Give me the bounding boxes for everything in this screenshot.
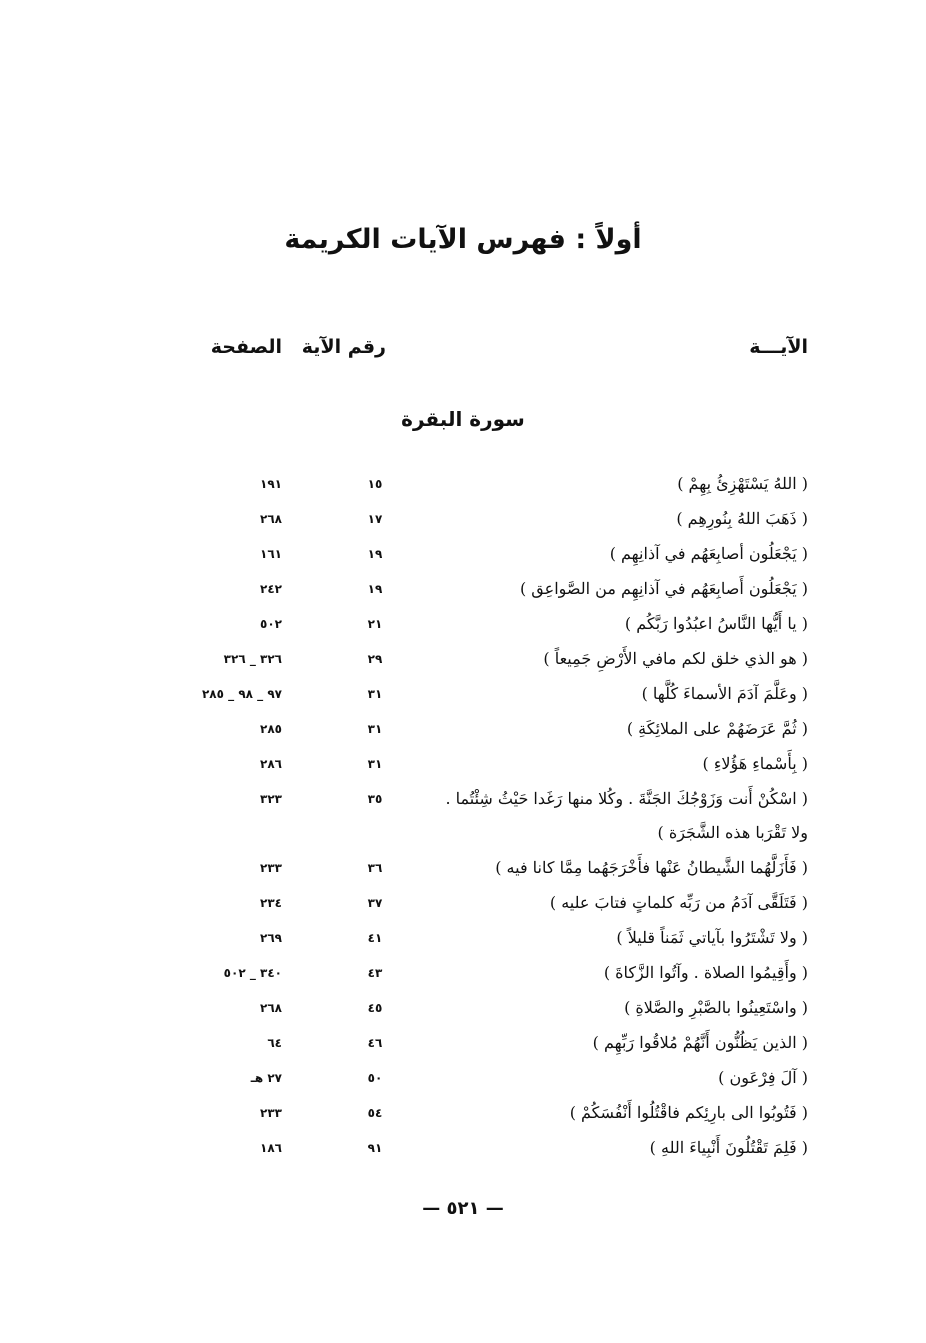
verse-text: ( آلَ فِرْعَون ): [718, 1068, 808, 1087]
verse-text: ( فَتُوبُوا الى بارِئِكم فاقْتُلُوا أَنْفُسَكُمْ ): [569, 1103, 808, 1122]
page-reference: ٢٦٩: [260, 931, 282, 945]
page-reference: ١٨٦: [260, 1141, 282, 1155]
page-title: أولاً : فهرس الآيات الكريمة: [284, 224, 642, 255]
ayah-number: ٣٥: [367, 792, 383, 806]
page-number: — ٥٢١ —: [422, 1198, 504, 1219]
page-reference: ٢٦٨: [260, 1001, 282, 1015]
index-row: [0, 677, 926, 712]
verse-text: ( فَأَزَلَّهُما الشَّيطانُ عَنْها فأَخْرَجَهُما مِمَّا كانا فيه ): [495, 858, 808, 877]
ayah-number: ٣١: [367, 757, 383, 771]
ayah-number: ٥٤: [367, 1106, 383, 1120]
surah-title: سورة البقرة: [401, 407, 525, 431]
page-reference: ٢٧ هـ: [250, 1071, 282, 1085]
ayah-number: ١٩: [367, 582, 383, 596]
index-row: [0, 607, 926, 642]
index-row: [0, 502, 926, 537]
index-row: [0, 782, 926, 851]
page-reference: ٣٢٦ _ ٣٢٦: [223, 652, 282, 666]
index-row: [0, 642, 926, 677]
ayah-number: ٢٩: [367, 652, 383, 666]
verse-text: ( الذين يَظُنُّون أَنَّهُمْ مُلاقُوا رَبِّهِم ): [592, 1033, 808, 1052]
page-reference: ٢٣٤: [260, 896, 282, 910]
ayah-number: ٣٦: [367, 861, 383, 875]
ayah-number: ١٥: [367, 477, 383, 491]
page-reference: ٢٦٨: [260, 512, 282, 526]
verse-text: ( ذَهَبَ اللهُ بِنُورِهِم ): [676, 509, 808, 528]
index-row: [0, 851, 926, 886]
page-reference: ٩٧ _ ٩٨ _ ٢٨٥: [201, 687, 282, 701]
ayah-number: ٤٣: [367, 966, 383, 980]
page-reference: ٢٨٥: [260, 722, 282, 736]
verse-text: ( يا أَيُّها النَّاسُ اعبُدُوا رَبَّكُم ): [624, 614, 808, 633]
verse-text: ( بِأَسْماءِ هَؤُلاءِ ): [702, 754, 808, 773]
verse-index-list: [0, 467, 926, 1166]
page-reference: ١٩١: [260, 477, 282, 491]
index-row: [0, 921, 926, 956]
ayah-number: ١٩: [367, 547, 383, 561]
ayah-number: ٩١: [367, 1141, 383, 1155]
index-row: [0, 1131, 926, 1166]
verse-text: ( اسْكُنْ أَنت وَزَوْجُكَ الجَنَّةَ . وكُلا منها رَغَدا حَيْثُ شِئْتُما . ولا تَقْرَبا هذه الشَّجَرَة ): [445, 789, 808, 842]
column-header-page: الصفحة: [210, 336, 282, 358]
verse-text: ( ولا تَشْتَرُوا بآياتي ثَمَناً قليلاً ): [616, 928, 808, 947]
column-header-verse: الآيـــة: [749, 336, 808, 358]
page-reference: ٢٤٢: [260, 582, 282, 596]
verse-text: ( فَتَلَقَّى آدَمُ من رَبِّه كلماتٍ فتابَ عليه ): [549, 893, 808, 912]
verse-text: ( وعَلَّمَ آدَمَ الأسماءَ كُلَّها ): [641, 684, 808, 703]
verse-text: ( فَلِمَ تَقْتُلُونَ أَنْبِياءَ اللهِ ): [649, 1138, 808, 1157]
verse-text: ( يَجْعَلُون أصابِعَهُم في آذانِهِم ): [609, 544, 808, 563]
index-row: [0, 747, 926, 782]
index-row: [0, 537, 926, 572]
index-row: [0, 1061, 926, 1096]
page-reference: ٢٣٣: [260, 1106, 282, 1120]
page-reference: ٣٤٠ _ ٥٠٢: [223, 966, 282, 980]
ayah-number: ١٧: [367, 512, 383, 526]
ayah-number: ٤٦: [367, 1036, 383, 1050]
page-reference: ٢٨٦: [260, 757, 282, 771]
index-row: [0, 886, 926, 921]
verse-text: ( ثُمَّ عَرَضَهُمْ على الملائِكَةِ ): [626, 719, 808, 738]
index-row: [0, 991, 926, 1026]
page-reference: ٢٣٣: [260, 861, 282, 875]
page-reference: ٣٢٣: [260, 792, 282, 806]
verse-text: ( واسْتَعِينُوا بالصَّبْرِ والصَّلاةِ ): [624, 998, 808, 1017]
ayah-number: ٤١: [367, 931, 383, 945]
column-header-ayah-number: رقم الآية: [301, 336, 386, 358]
verse-text: ( هو الذي خلق لكم مافي الأَرْضِ جَمِيعاً ): [543, 649, 808, 668]
verse-text: ( وأَقِيمُوا الصلاة . وآتُوا الزَّكاةَ ): [603, 963, 808, 982]
ayah-number: ٣٧: [367, 896, 383, 910]
index-row: [0, 1096, 926, 1131]
index-row: [0, 467, 926, 502]
page-reference: ١٦١: [260, 547, 282, 561]
index-row: [0, 956, 926, 991]
index-row: [0, 572, 926, 607]
page-reference: ٦٤: [267, 1036, 282, 1050]
ayah-number: ٣١: [367, 722, 383, 736]
ayah-number: ٢١: [367, 617, 383, 631]
page-reference: ٥٠٢: [260, 617, 282, 631]
verse-text: ( اللهُ يَسْتَهْزِئُ بِهِمْ ): [677, 474, 808, 493]
verse-text: ( يَجْعَلُون أَصابِعَهُم في آذانِهِم من الصَّواعِق ): [519, 579, 808, 598]
index-row: [0, 712, 926, 747]
ayah-number: ٥٠: [367, 1071, 383, 1085]
index-row: [0, 1026, 926, 1061]
ayah-number: ٤٥: [367, 1001, 383, 1015]
ayah-number: ٣١: [367, 687, 383, 701]
